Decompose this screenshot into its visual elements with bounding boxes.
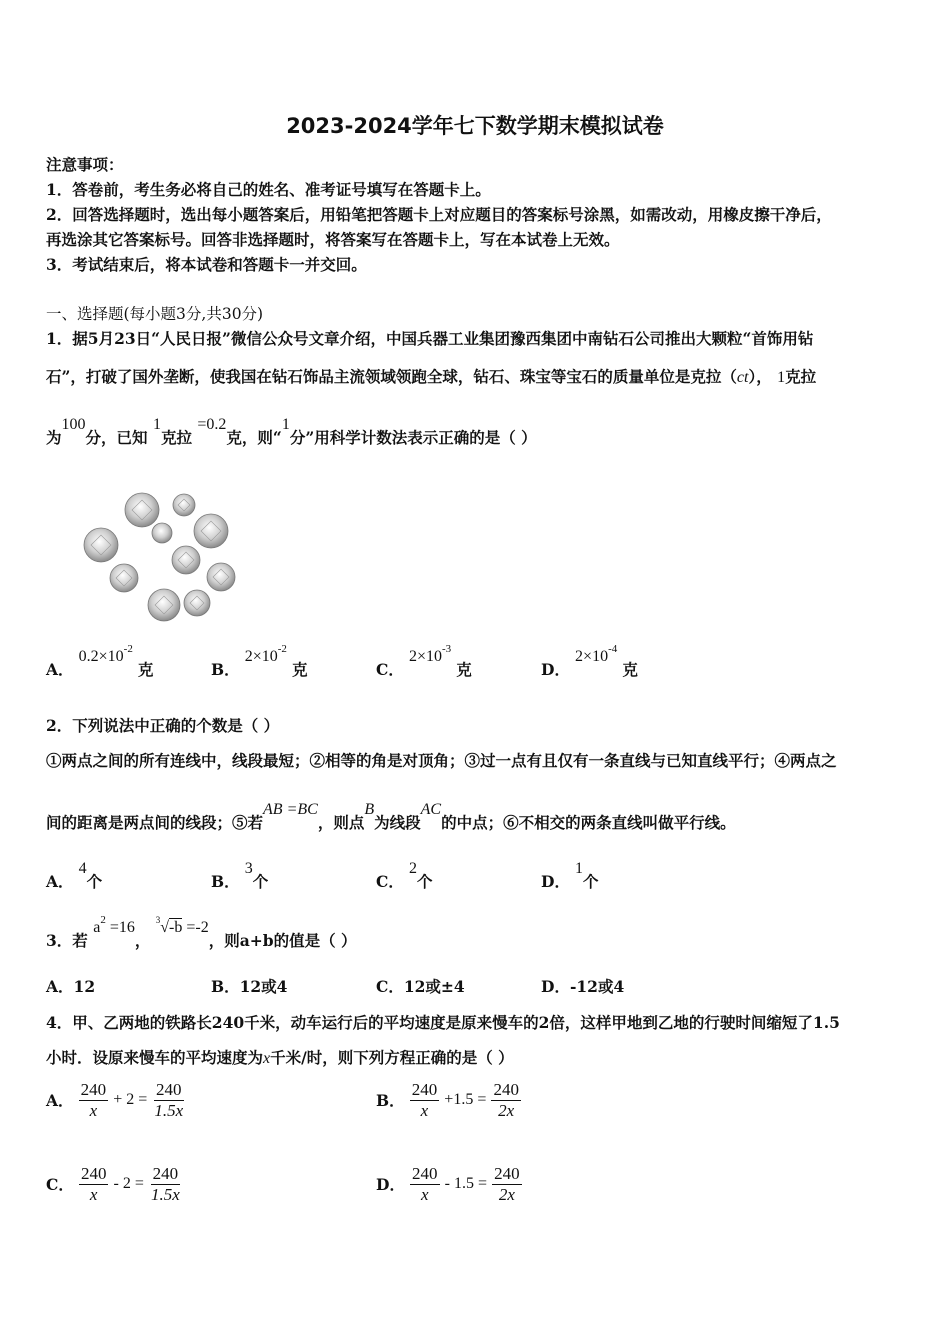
q1-hundred: 100 — [61, 416, 86, 433]
q4-line2 — [46, 1046, 514, 1068]
section-heading: 一、选择题(每小题3分,共30分) — [46, 305, 264, 323]
q3-text: 3．若 — [46, 931, 88, 950]
option-unit: 个 — [583, 872, 599, 891]
q4-text: 千米/时，则下列方程正确的是（ ） — [270, 1048, 514, 1067]
option-label: B． — [376, 1091, 405, 1111]
option-label: D． — [541, 872, 570, 891]
q2-text: 的中点；⑥不相交的两条直线叫做平行线。 — [441, 813, 736, 832]
q4-line1: 4．甲、乙两地的铁路长240千米，动车运行后的平均速度是原来慢车的2倍，这样甲地到乙地的行驶时间缩短了1.5 — [46, 1013, 840, 1032]
q1-text: 分”用科学计数法表示正确的是（ ） — [289, 428, 537, 447]
q2-option-a[interactable] — [46, 860, 103, 892]
q3-option-b[interactable]: B．12或4 — [211, 977, 288, 996]
q4-text: 小时．设原来慢车的平均速度为 — [46, 1048, 264, 1067]
q1-text: 分，已知 — [85, 428, 148, 447]
note-item: 再选涂其它答案标号。回答非选择题时，将答案写在答题卡上，写在本试卷上无效。 — [46, 230, 620, 249]
q3-option-c[interactable]: C．12或±4 — [376, 977, 465, 996]
q1-option-d[interactable] — [541, 643, 638, 680]
option-unit: 个 — [86, 872, 103, 891]
notes-heading: 注意事项： — [46, 155, 124, 174]
note-item: 3．考试结束后，将本试卷和答题卡一并交回。 — [46, 255, 367, 274]
q2-line2: ①两点之间的所有连线中，线段最短；②相等的角是对顶角；③过一点有且仅有一条直线与已知直线平行；④两点之 — [46, 751, 837, 770]
q2-option-b[interactable] — [211, 860, 269, 892]
option-label: D． — [376, 1175, 405, 1195]
option-label: B． — [211, 872, 240, 891]
q4-option-d[interactable]: D． $\frac{240}{x}$ - 1.5 = $\frac{240}{2x}$ — [376, 1164, 520, 1204]
option-value: 1 — [575, 860, 584, 877]
option-value: $2\times 10^{-3}$ — [408, 643, 452, 665]
q3-math-cube-root: $^3$√-b =-2 — [155, 915, 209, 936]
q1-one: 1 — [777, 369, 786, 386]
option-value: 4 — [78, 860, 87, 877]
q1-one: 1 — [281, 416, 290, 433]
q4-option-c[interactable]: C． $\frac{240}{x}$ - 2 = $\frac{240}{1.5x}$ — [46, 1164, 180, 1204]
q2-text: ，则点 — [317, 813, 365, 832]
q1-text: 克，则“ — [226, 428, 282, 447]
q1-unit-ct: ct — [736, 369, 749, 386]
q2-math-ac: AC — [420, 801, 442, 818]
note-item: 2．回答选择题时，选出每小题答案后，用铅笔把答题卡上对应题目的答案标号涂黑，如需改动，用橡皮擦干净后， — [46, 205, 832, 224]
q2-option-c[interactable] — [376, 860, 433, 892]
q1-text: 克拉 — [785, 367, 817, 386]
q1-line2 — [46, 365, 816, 387]
option-label: A． — [46, 872, 74, 891]
q1-option-c[interactable] — [376, 643, 472, 680]
q3-text: ，则a+b的值是（ ） — [208, 931, 357, 950]
option-value: $0.2\times 10^{-2}$ — [78, 643, 133, 665]
q2-line1: 2．下列说法中正确的个数是（ ） — [46, 716, 280, 735]
q2-text: 间的距离是两点间的线段；⑤若 — [46, 813, 264, 832]
option-label: B． — [211, 660, 240, 679]
option-label: C． — [46, 1175, 74, 1195]
q2-math-b: B — [364, 801, 375, 818]
q1-text: ）， — [748, 367, 772, 386]
option-value: 3 — [244, 860, 253, 877]
option-label: C． — [376, 660, 404, 679]
q1-eq: =0.2 — [197, 416, 227, 433]
option-unit: 个 — [416, 872, 433, 891]
q3-math-a-squared: $a^2 =16$ — [93, 914, 135, 936]
q1-line3 — [46, 416, 537, 448]
option-label: C． — [376, 872, 404, 891]
q1-text: 石”，打破了国外垄断，使我国在钻石饰品主流领域领跑全球，钻石、珠宝等宝石的质量单位是克拉（ — [46, 367, 737, 386]
note-item: 1．答卷前，考生务必将自己的姓名、准考证号填写在答题卡上。 — [46, 180, 491, 199]
option-label: A． — [46, 660, 74, 679]
q3-option-d[interactable]: D．-12或4 — [541, 977, 625, 996]
q4-var-x: x — [263, 1050, 271, 1067]
q1-option-a[interactable] — [46, 643, 154, 680]
option-unit: 克 — [456, 660, 472, 679]
q3-text: ， — [134, 931, 151, 950]
q1-option-b[interactable] — [211, 643, 308, 680]
option-label: A． — [46, 1091, 74, 1111]
option-unit: 个 — [252, 872, 269, 891]
q4-option-a[interactable]: A． $\frac{240}{x}$ + 2 = $\frac{240}{1.5x}$ — [46, 1080, 184, 1120]
option-label: D． — [541, 660, 570, 679]
q2-text: 为线段 — [374, 813, 421, 832]
page-title: 2023-2024学年七下数学期末模拟试卷 — [286, 114, 664, 138]
q1-line1: 1．据5月23日“人民日报”微信公众号文章介绍，中国兵器工业集团豫西集团中南钻石公司推出大颗粒“首饰用钻 — [46, 329, 814, 348]
q4-option-b[interactable]: B． $\frac{240}{x}$ +1.5 = $\frac{240}{2x}$ — [376, 1080, 519, 1120]
q3-line — [46, 914, 357, 951]
option-value: 2 — [408, 860, 417, 877]
diamonds-image — [80, 488, 245, 628]
q1-one: 1 — [152, 416, 161, 433]
option-unit: 克 — [622, 660, 638, 679]
q1-text: 为 — [46, 428, 62, 447]
option-unit: 克 — [137, 660, 154, 679]
q2-line3 — [46, 801, 736, 833]
option-value: $2\times 10^{-4}$ — [575, 643, 618, 665]
option-unit: 克 — [292, 660, 308, 679]
q1-text: 克拉 — [160, 428, 192, 447]
option-value: $2\times 10^{-2}$ — [244, 643, 287, 665]
q2-math-ab-bc: AB =BC — [263, 801, 318, 818]
q2-option-d[interactable] — [541, 860, 599, 892]
q3-option-a[interactable]: A．12 — [46, 977, 96, 996]
